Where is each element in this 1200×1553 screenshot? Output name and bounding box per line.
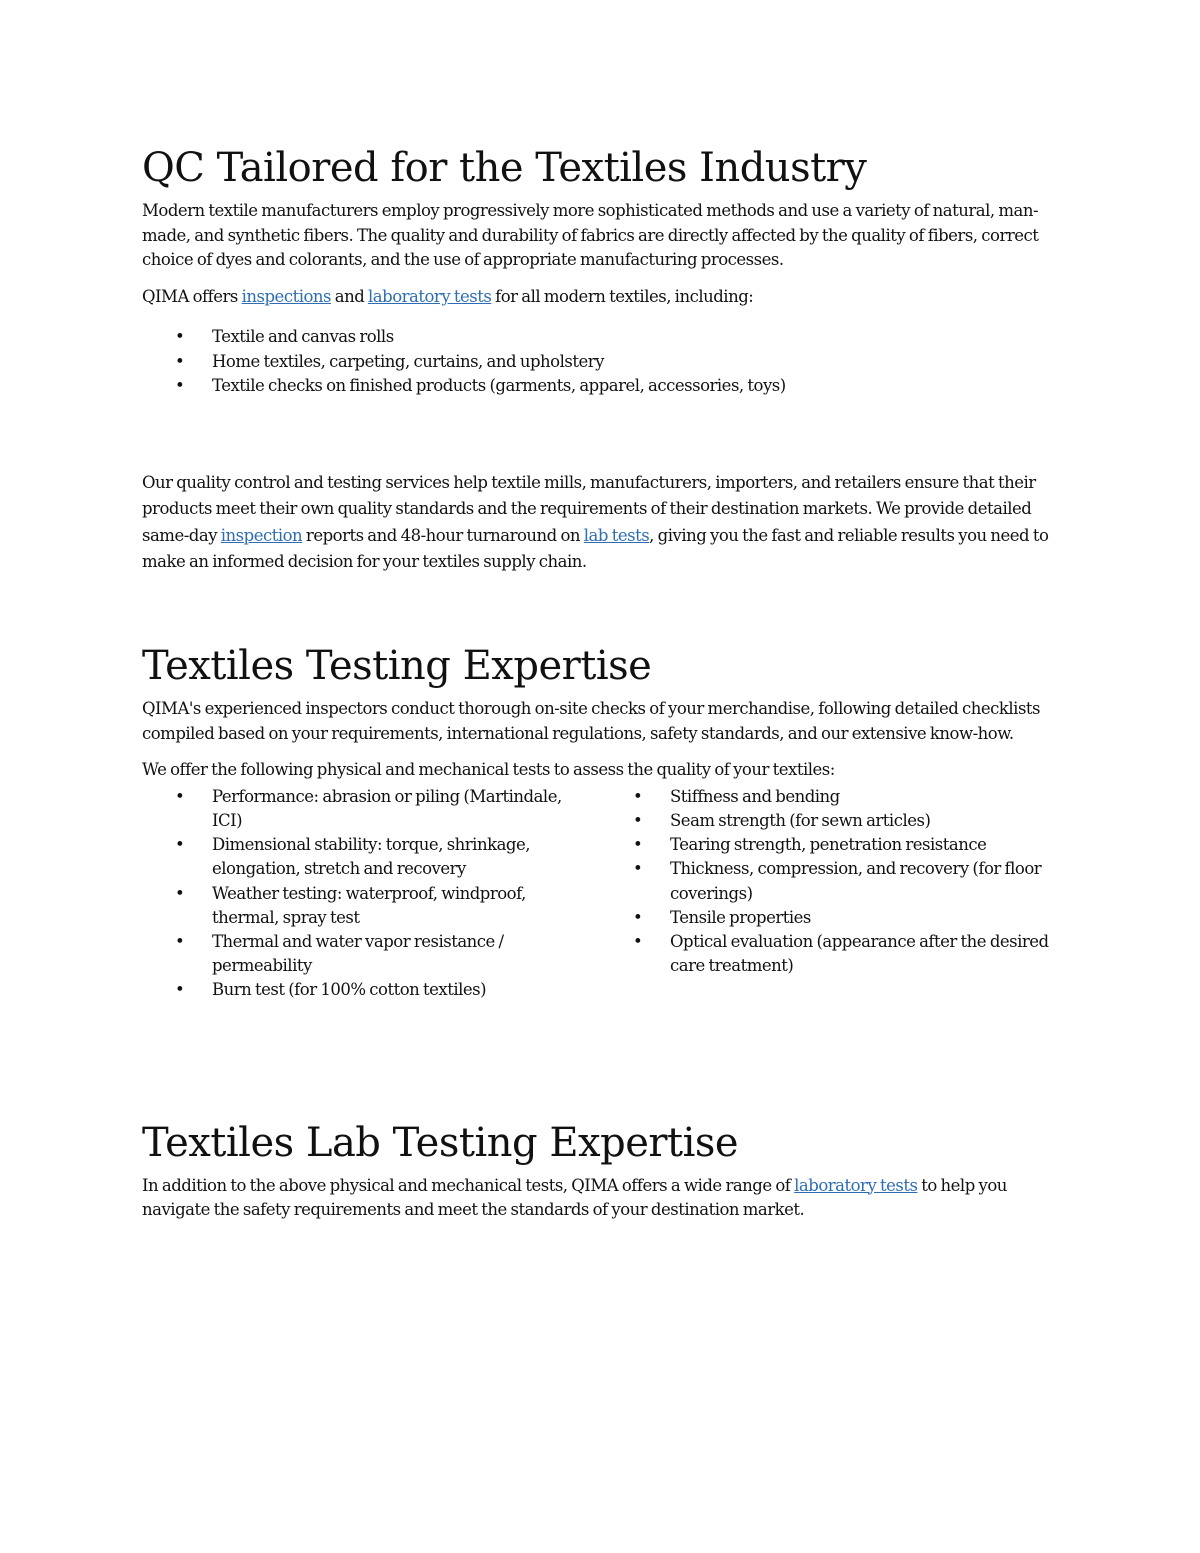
text-run: to help you navigate the safety requirements and meet the standards of your destination market. <box>142 1175 1007 1220</box>
inspections-link[interactable]: inspections <box>241 286 331 306</box>
list-item-text: Textile checks on finished products (garments, apparel, accessories, toys) <box>212 375 786 395</box>
list-item-text: Textile and canvas rolls <box>212 327 394 347</box>
bullet: • <box>633 931 643 951</box>
offers-paragraph <box>142 285 1067 310</box>
list-item-text: Tensile properties <box>670 907 811 927</box>
services-paragraph <box>142 470 1067 576</box>
bullet: • <box>175 980 185 1000</box>
bullet: • <box>633 835 643 855</box>
lab-testing-paragraph <box>142 1174 1067 1223</box>
text-run: reports and 48-hour turnaround on <box>302 525 584 545</box>
list-item-text: Burn test (for 100% cotton textiles) <box>212 980 487 1000</box>
section-heading-testing-expertise: Textiles Testing Expertise <box>142 642 652 689</box>
list-item-text: Optical evaluation (appearance after the desired care treatment) <box>670 931 1049 976</box>
tests-list-left <box>142 785 600 1003</box>
tests-list-right <box>600 785 1067 1003</box>
bullet: • <box>175 351 185 371</box>
list-item <box>600 833 1067 857</box>
list-item <box>142 785 600 833</box>
list-item-text: Thickness, compression, and recovery (for floor coverings) <box>670 859 1042 903</box>
bullet: • <box>175 835 185 855</box>
bullet: • <box>175 883 185 903</box>
list-item <box>142 374 1067 398</box>
document-content <box>142 140 1067 1223</box>
list-item <box>600 930 1067 978</box>
text-run: , giving you the fast and reliable results you need to make an informed decision for your textiles supply chain. <box>142 525 1049 572</box>
text-run: and <box>331 286 369 306</box>
list-item-text: Performance: abrasion or piling (Martindale, ICI) <box>212 786 562 830</box>
intro-paragraph: Modern textile manufacturers employ progressively more sophisticated methods and use a variety of natural, man-made, and synthetic fibers. The quality and durability of fabrics are directly affected by the quality of fibers, correct choice of dyes and colorants, and the use of appropriate manufacturing processes. <box>142 201 1039 270</box>
list-item-text: Dimensional stability: torque, shrinkage, elongation, stretch and recovery <box>212 835 530 879</box>
bullet: • <box>175 375 185 395</box>
inspection-link[interactable]: inspection <box>220 525 303 545</box>
text-run: for all modern textiles, including: <box>491 286 754 306</box>
section-heading-qc-tailored: QC Tailored for the Textiles Industry <box>142 145 867 191</box>
list-item <box>142 882 600 930</box>
bullet: • <box>175 327 185 347</box>
list-item-text: Tearing strength, penetration resistance <box>670 835 987 855</box>
section-heading-lab-testing-expertise: Textiles Lab Testing Expertise <box>142 1119 739 1166</box>
list-item-text: Home textiles, carpeting, curtains, and upholstery <box>212 351 604 371</box>
list-item-text: Seam strength (for sewn articles) <box>670 810 931 830</box>
list-item <box>142 325 1067 349</box>
tests-two-column-list <box>142 785 1067 1003</box>
list-item <box>600 785 1067 809</box>
list-item-text: Stiffness and bending <box>670 786 840 806</box>
bullet: • <box>633 907 643 927</box>
list-item <box>142 833 600 881</box>
list-item <box>142 930 600 978</box>
lab-tests-link[interactable]: lab tests <box>583 525 650 545</box>
laboratory-tests-link-2[interactable]: laboratory tests <box>794 1175 918 1195</box>
list-item <box>600 906 1067 930</box>
bullet: • <box>633 810 643 830</box>
bullet: • <box>175 931 185 951</box>
bullet: • <box>175 786 185 806</box>
list-item <box>600 857 1067 905</box>
laboratory-tests-link[interactable]: laboratory tests <box>368 286 492 306</box>
text-run: Our quality control and testing services help textile mills, manufacturers, importers, and retailers ensure that their products meet their own quality standards and the requirements of their destination markets. We provide detailed same-day <box>142 472 1036 545</box>
text-run: QIMA offers <box>142 286 242 306</box>
tests-intro-paragraph: We offer the following physical and mechanical tests to assess the quality of your textiles: <box>142 760 835 780</box>
list-item <box>142 978 600 1002</box>
bullet: • <box>633 859 643 879</box>
text-run: In addition to the above physical and mechanical tests, QIMA offers a wide range of <box>142 1175 795 1195</box>
inspectors-paragraph: QIMA's experienced inspectors conduct thorough on-site checks of your merchandise, following detailed checklists compiled based on your requirements, international regulations, safety standards, and our extensive know-how. <box>142 698 1041 743</box>
list-item <box>142 350 1067 374</box>
bullet: • <box>633 786 643 806</box>
list-item <box>600 809 1067 833</box>
textile-types-list <box>142 325 1067 398</box>
list-item-text: Weather testing: waterproof, windproof, thermal, spray test <box>212 883 526 927</box>
list-item-text: Thermal and water vapor resistance / permeability <box>212 931 504 976</box>
